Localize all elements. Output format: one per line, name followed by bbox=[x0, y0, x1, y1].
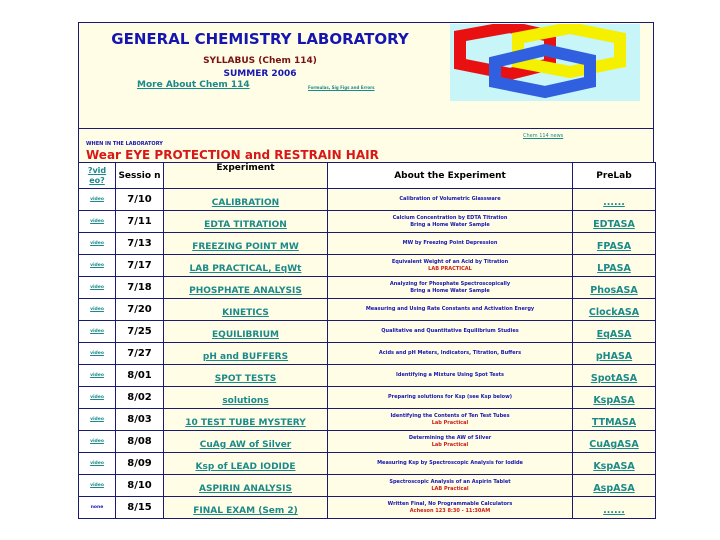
about-note: Bring a Home Water Sample bbox=[410, 287, 490, 294]
experiment-cell bbox=[164, 189, 328, 211]
session-date: 7/25 bbox=[116, 321, 164, 343]
prelab-cell bbox=[573, 277, 656, 299]
experiment-cell bbox=[164, 497, 328, 519]
video-cell bbox=[79, 255, 116, 277]
about-note: Bring a Home Water Sample bbox=[410, 221, 490, 228]
about-text: Identifying a Mixture Using Spot Tests bbox=[396, 372, 504, 378]
about-text: Spectroscopic Analysis of an Aspirin Tablet bbox=[389, 478, 511, 485]
about-cell bbox=[328, 409, 573, 431]
about-text: Analyzing for Phosphate Spectroscopically bbox=[389, 280, 511, 287]
experiment-cell bbox=[164, 233, 328, 255]
chemistry-logo-image bbox=[450, 24, 640, 101]
session-header: Sessio n bbox=[116, 163, 164, 189]
video-link[interactable]: video bbox=[90, 351, 104, 356]
about-cell bbox=[328, 431, 573, 453]
about-cell bbox=[328, 255, 573, 277]
table-row bbox=[79, 431, 656, 453]
video-none: none bbox=[90, 505, 104, 510]
session-date: 7/17 bbox=[116, 255, 164, 277]
about-note: Lab Practical bbox=[431, 441, 469, 448]
about-note: Acheson 123 8:30 - 11:30AM bbox=[409, 507, 491, 514]
session-date: 8/01 bbox=[116, 365, 164, 387]
video-link[interactable]: video bbox=[90, 241, 104, 246]
video-cell bbox=[79, 211, 116, 233]
prelab-link[interactable]: TTMASA bbox=[591, 417, 637, 428]
experiment-link[interactable]: EQUILIBRIUM bbox=[212, 330, 279, 340]
table-row bbox=[79, 365, 656, 387]
session-date: 8/03 bbox=[116, 409, 164, 431]
prelab-cell bbox=[573, 497, 656, 519]
prelab-cell bbox=[573, 453, 656, 475]
video-link[interactable]: video bbox=[90, 461, 104, 466]
video-cell bbox=[79, 299, 116, 321]
video-cell bbox=[79, 387, 116, 409]
table-row bbox=[79, 453, 656, 475]
experiment-cell bbox=[164, 321, 328, 343]
about-text: Identifying the Contents of Ten Test Tubes bbox=[390, 412, 510, 419]
experiment-link[interactable]: Ksp of LEAD IODIDE bbox=[195, 462, 296, 472]
experiment-cell bbox=[164, 431, 328, 453]
about-cell bbox=[328, 211, 573, 233]
prelab-link[interactable]: ...... bbox=[603, 197, 625, 208]
prelab-cell bbox=[573, 365, 656, 387]
more-about-link[interactable]: More About Chem 114 bbox=[137, 80, 250, 90]
video-cell bbox=[79, 343, 116, 365]
table-row bbox=[79, 299, 656, 321]
video-link[interactable]: video bbox=[90, 219, 104, 224]
about-cell bbox=[328, 387, 573, 409]
about-header: About the Experiment bbox=[328, 163, 573, 189]
video-cell bbox=[79, 365, 116, 387]
about-text: Qualitative and Quantitative Equilibrium Studies bbox=[381, 328, 519, 334]
about-text: Preparing solutions for Ksp (see Ksp below) bbox=[388, 394, 512, 400]
video-header[interactable] bbox=[79, 163, 116, 189]
video-link[interactable]: video bbox=[90, 439, 104, 444]
video-cell bbox=[79, 321, 116, 343]
video-link[interactable]: video bbox=[90, 395, 104, 400]
prelab-link[interactable]: CuAgASA bbox=[589, 439, 639, 450]
prelab-cell bbox=[573, 189, 656, 211]
session-date: 8/15 bbox=[116, 497, 164, 519]
session-date: 7/11 bbox=[116, 211, 164, 233]
table-row bbox=[79, 475, 656, 497]
prelab-cell bbox=[573, 343, 656, 365]
experiment-link[interactable]: CALIBRATION bbox=[211, 198, 280, 208]
experiment-link[interactable]: SPOT TESTS bbox=[214, 374, 277, 384]
prelab-link[interactable]: PhosASA bbox=[590, 285, 638, 296]
about-text: MW by Freezing Point Depression bbox=[402, 240, 498, 246]
table-row bbox=[79, 409, 656, 431]
about-cell bbox=[328, 365, 573, 387]
experiment-cell bbox=[164, 211, 328, 233]
video-cell bbox=[79, 475, 116, 497]
session-date: 8/08 bbox=[116, 431, 164, 453]
prelab-link[interactable]: pHASA bbox=[595, 351, 633, 362]
experiment-cell bbox=[164, 387, 328, 409]
about-text: Calibration of Volumetric Glassware bbox=[399, 196, 501, 202]
prelab-cell bbox=[573, 475, 656, 497]
experiment-cell bbox=[164, 409, 328, 431]
experiment-link[interactable]: CuAg AW of Silver bbox=[199, 440, 292, 450]
session-date: 7/13 bbox=[116, 233, 164, 255]
experiment-link[interactable]: FREEZING POINT MW bbox=[192, 242, 299, 252]
about-cell bbox=[328, 321, 573, 343]
term-label: SUMMER 2006 bbox=[223, 69, 297, 79]
prelab-cell bbox=[573, 233, 656, 255]
prelab-link[interactable]: KspASA bbox=[593, 461, 635, 472]
experiment-cell bbox=[164, 453, 328, 475]
session-date: 7/18 bbox=[116, 277, 164, 299]
about-note: LAB Practical bbox=[431, 485, 469, 492]
table-row bbox=[79, 343, 656, 365]
experiment-link[interactable]: ASPIRIN ANALYSIS bbox=[199, 484, 292, 494]
prelab-link[interactable]: SpotASA bbox=[590, 373, 638, 384]
session-date: 7/27 bbox=[116, 343, 164, 365]
about-cell bbox=[328, 343, 573, 365]
video-cell bbox=[79, 277, 116, 299]
safety-intro: WHEN IN THE LABORATORY bbox=[86, 141, 163, 147]
table-row bbox=[79, 277, 656, 299]
prelab-cell bbox=[573, 431, 656, 453]
experiment-link[interactable]: LAB PRACTICAL, EqWt bbox=[189, 264, 302, 274]
experiment-link[interactable]: EDTA TITRATION bbox=[204, 220, 287, 230]
about-cell bbox=[328, 233, 573, 255]
table-row bbox=[79, 387, 656, 409]
experiment-cell bbox=[164, 343, 328, 365]
chem-news-link[interactable]: Chem 114 news bbox=[523, 133, 564, 139]
prelab-link[interactable]: KspASA bbox=[593, 395, 635, 406]
about-text: Determining the AW of Silver bbox=[408, 434, 492, 441]
prelab-cell bbox=[573, 299, 656, 321]
video-cell bbox=[79, 233, 116, 255]
video-link[interactable]: video bbox=[90, 285, 104, 290]
about-cell bbox=[328, 453, 573, 475]
about-text: Acids and pH Meters, Indicators, Titration, Buffers bbox=[378, 350, 522, 356]
experiment-header: Experiment bbox=[164, 163, 328, 189]
video-link[interactable]: video bbox=[90, 329, 104, 334]
video-link[interactable]: video bbox=[90, 483, 104, 488]
prelab-cell bbox=[573, 255, 656, 277]
prelab-link[interactable]: AspASA bbox=[593, 483, 635, 494]
syllabus-label: SYLLABUS (Chem 114) bbox=[203, 56, 317, 66]
video-header-link[interactable]: ?vid eo? bbox=[87, 165, 107, 185]
about-cell bbox=[328, 189, 573, 211]
about-note: LAB PRACTICAL bbox=[428, 265, 472, 272]
session-date: 7/10 bbox=[116, 189, 164, 211]
video-cell bbox=[79, 497, 116, 519]
prelab-link[interactable]: EqASA bbox=[596, 329, 632, 340]
prelab-link[interactable]: LPASA bbox=[597, 263, 631, 274]
experiment-cell bbox=[164, 299, 328, 321]
about-cell bbox=[328, 299, 573, 321]
prelab-cell bbox=[573, 211, 656, 233]
divider bbox=[78, 128, 654, 129]
prelab-cell bbox=[573, 409, 656, 431]
table-row bbox=[79, 233, 656, 255]
experiment-link[interactable]: pH and BUFFERS bbox=[202, 352, 289, 362]
prelab-cell bbox=[573, 321, 656, 343]
experiment-link[interactable]: FINAL EXAM (Sem 2) bbox=[193, 506, 298, 516]
about-cell bbox=[328, 277, 573, 299]
session-date: 8/02 bbox=[116, 387, 164, 409]
syllabus-table bbox=[78, 162, 656, 519]
experiment-link[interactable]: KINETICS bbox=[222, 308, 269, 318]
safety-warning: Wear EYE PROTECTION and RESTRAIN HAIR bbox=[86, 148, 379, 162]
video-cell bbox=[79, 189, 116, 211]
prelab-link[interactable]: ClockASA bbox=[588, 307, 640, 318]
table-row bbox=[79, 189, 656, 211]
page-title: GENERAL CHEMISTRY LABORATORY bbox=[111, 30, 409, 48]
video-cell bbox=[79, 431, 116, 453]
table-header-row bbox=[79, 163, 656, 189]
video-cell bbox=[79, 409, 116, 431]
video-link[interactable]: video bbox=[90, 373, 104, 378]
experiment-link[interactable]: PHOSPHATE ANALYSIS bbox=[189, 286, 302, 296]
about-cell bbox=[328, 497, 573, 519]
about-text: Calcium Concentration by EDTA Titration bbox=[392, 214, 508, 221]
experiment-cell bbox=[164, 277, 328, 299]
experiment-cell bbox=[164, 255, 328, 277]
video-cell bbox=[79, 453, 116, 475]
table-row bbox=[79, 255, 656, 277]
prelab-link[interactable]: ...... bbox=[603, 505, 625, 516]
about-note: Lab Practical bbox=[431, 419, 469, 426]
about-cell bbox=[328, 475, 573, 497]
prelab-link[interactable]: FPASA bbox=[596, 241, 632, 252]
experiment-link[interactable]: 10 TEST TUBE MYSTERY bbox=[185, 418, 306, 428]
about-text: Equivalent Weight of an Acid by Titration bbox=[391, 258, 509, 265]
prelab-link[interactable]: EDTASA bbox=[593, 219, 635, 230]
session-date: 8/10 bbox=[116, 475, 164, 497]
about-text: Written Final, No Programmable Calculators bbox=[387, 500, 513, 507]
formulas-link[interactable]: Formulas, Sig Figs and Errors bbox=[308, 85, 375, 90]
table-row bbox=[79, 211, 656, 233]
prelab-header: PreLab bbox=[573, 163, 656, 189]
experiment-cell bbox=[164, 475, 328, 497]
video-link[interactable]: video bbox=[90, 307, 104, 312]
about-text: Measuring Ksp by Spectroscopic Analysis for Iodide bbox=[377, 460, 523, 466]
prelab-cell bbox=[573, 387, 656, 409]
table-row bbox=[79, 321, 656, 343]
experiment-link[interactable]: solutions bbox=[222, 396, 269, 406]
about-text: Measuring and Using Rate Constants and Activation Energy bbox=[365, 306, 535, 312]
session-date: 7/20 bbox=[116, 299, 164, 321]
video-link[interactable]: video bbox=[90, 197, 104, 202]
session-date: 8/09 bbox=[116, 453, 164, 475]
table-row bbox=[79, 497, 656, 519]
video-link[interactable]: video bbox=[90, 263, 104, 268]
experiment-cell bbox=[164, 365, 328, 387]
video-link[interactable]: video bbox=[90, 417, 104, 422]
